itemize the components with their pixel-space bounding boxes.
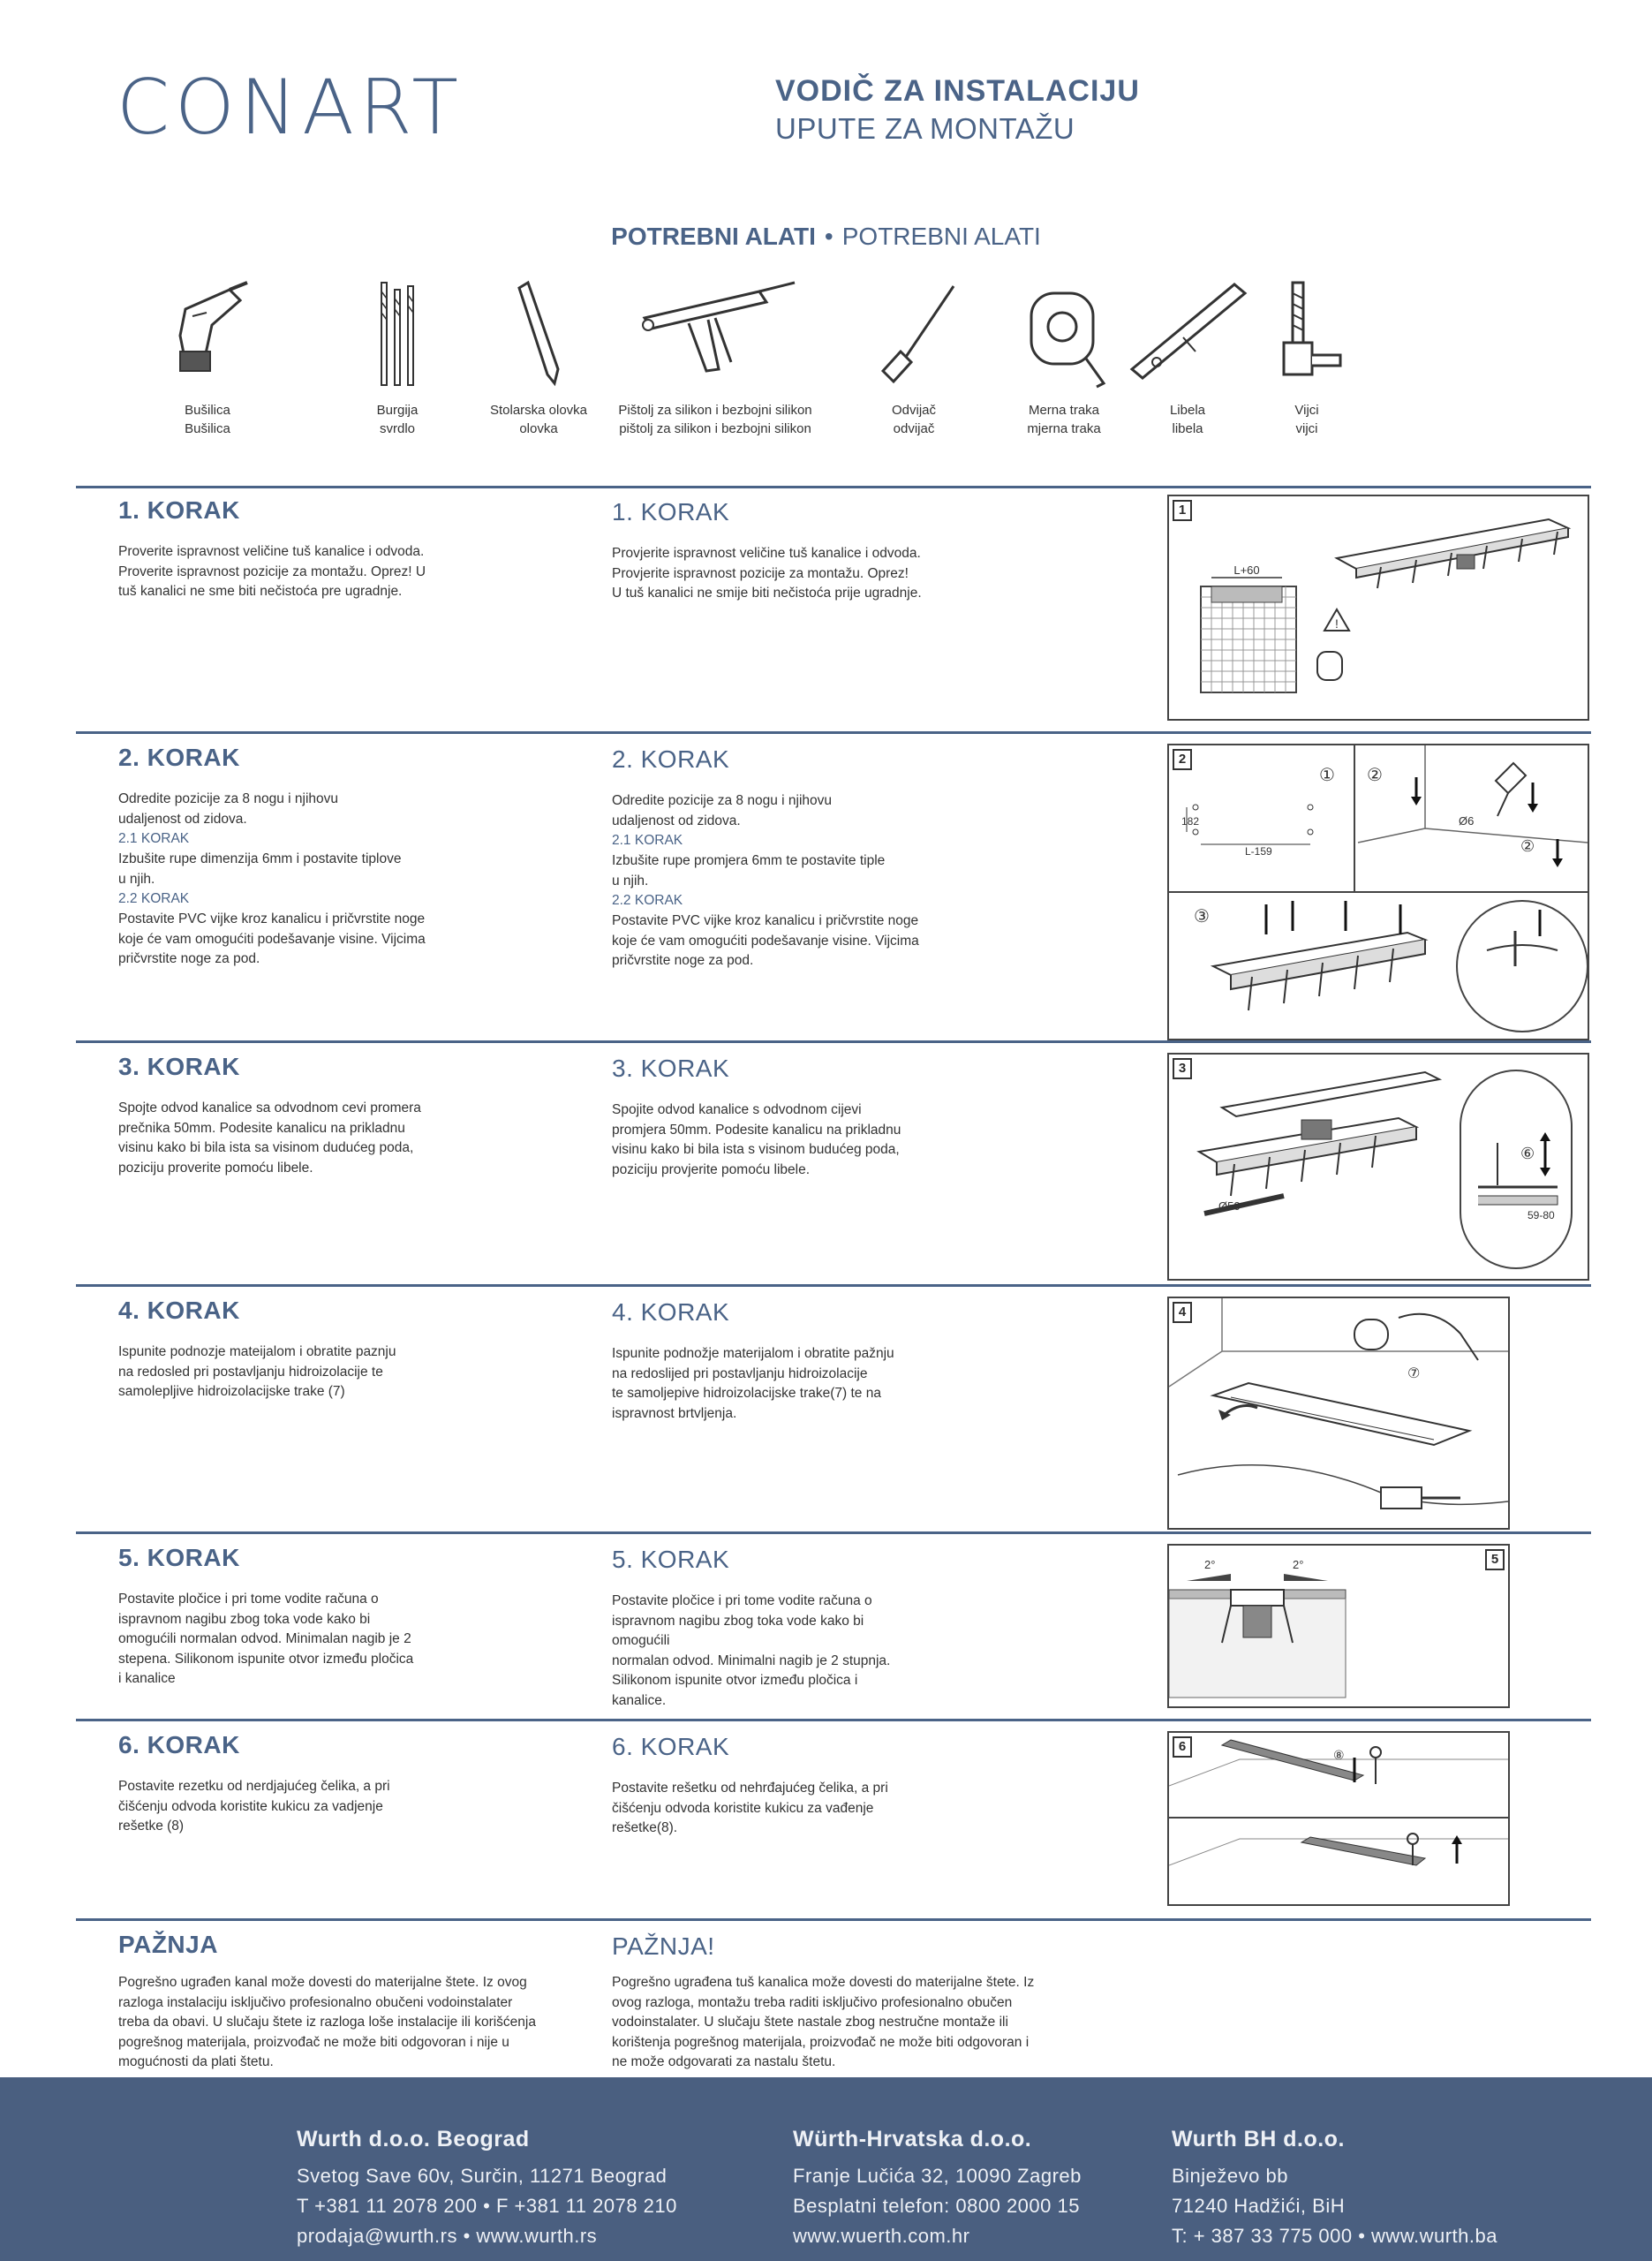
- section-divider: [76, 1719, 1591, 1721]
- step-text: Izbušite rupe dimenzija 6mm i postavite tiplove u njih.: [118, 851, 402, 887]
- marker-1: ①: [1319, 764, 1335, 785]
- dimension-label: 182: [1181, 815, 1200, 828]
- phone: Besplatni telefon: 0800 2000 15: [793, 2195, 1080, 2217]
- tool-label-alt: mjerna traka: [1027, 421, 1101, 436]
- tools-heading: [0, 223, 1652, 251]
- step-text-alt: Izbušite rupe promjera 6mm te postavite tiple u njih.: [612, 853, 886, 889]
- section-divider: [76, 1284, 1591, 1287]
- step-title: 5. KORAK: [118, 1544, 240, 1571]
- tool-label: Burgija: [376, 403, 419, 418]
- substep-label-alt: 2.2 KORAK: [612, 893, 683, 908]
- substep-label: 2.1 KORAK: [118, 831, 190, 846]
- step-text-alt: Provjerite ispravnost veličine tuš kanalice i odvoda. Provjerite ispravnost pozicije za montažu. Oprez! U tuš kanalici ne smije biti nečistoća prije ugradnje.: [612, 546, 922, 601]
- step-text-alt: Ispunite podnožje materijalom i obratite pažnju na redoslijed pri postavljanju hidroizolacije te samoljepive hidroizolacijske trake(7) te na ispravnost brtvljenja.: [612, 1346, 894, 1421]
- figure-number: 2: [1173, 749, 1192, 770]
- section-divider: [76, 1040, 1591, 1043]
- step-illustration: [1167, 744, 1589, 1040]
- step-title: 1. KORAK: [118, 496, 240, 524]
- company-name: Würth-Hrvatska d.o.o.: [793, 2127, 1032, 2151]
- marker-6: ⑥: [1520, 1145, 1535, 1163]
- step-text: Spojte odvod kanalice sa odvodnom cevi promera prečnika 50mm. Podesite kanalicu na prikladnu visinu kako bi bila ista sa visinom dudućeg poda, poziciju proverite pomoću libele.: [118, 1100, 421, 1176]
- footer: [0, 2077, 1652, 2261]
- step-illustration: [1167, 495, 1589, 721]
- step-text-alt: Postavite pločice i pri tome vodite računa o ispravnom nagibu zbog toka vode kako bi omogućili normalan odvod. Minimalni nagib je 2 stupnja. Silikonom ispunite otvor između pločica i kanalice.: [612, 1593, 891, 1708]
- tool-label: Vijci: [1294, 403, 1319, 418]
- tool-label: Bušilica: [185, 403, 230, 418]
- figure-number: 4: [1173, 1302, 1192, 1323]
- drill-bits-icon: [371, 274, 424, 389]
- step-title: 4. KORAK: [118, 1297, 240, 1324]
- screwdriver-icon: [865, 274, 962, 389]
- slope-label: 2°: [1204, 1558, 1216, 1571]
- guide-title-secondary: UPUTE ZA MONTAŽU: [775, 112, 1075, 145]
- step-text-alt: Postavite rešetku od nehrđajućeg čelika, a pri čišćenju odvoda koristite kukicu za vađenje rešetke(8).: [612, 1781, 888, 1835]
- tools-heading-separator: •: [824, 223, 834, 250]
- warning-text: Pogrešno ugrađen kanal može dovesti do materijalne štete. Iz ovog razloga instalaciju isključivo profesionalno obučeni vodoinstalater treba da obavi. U slučaju štete iz razloga loše instalacije ili korišćenja pogrešnog materijala, proizvođač ne može biti odgovoran i nije u mogućnosti da plati štetu.: [118, 1975, 536, 2069]
- tool-label-alt: pištolj za silikon i bezbojni silikon: [619, 421, 811, 436]
- step-title-alt: 6. KORAK: [612, 1733, 730, 1760]
- dimension-label: Ø6: [1459, 814, 1475, 828]
- tool-label-alt: libela: [1172, 421, 1203, 436]
- guide-title-primary: VODIČ ZA INSTALACIJU: [775, 74, 1140, 108]
- tool-label: Odvijač: [891, 403, 937, 418]
- tool-label-alt: Bušilica: [185, 421, 230, 436]
- slope-label: 2°: [1293, 1558, 1304, 1571]
- city: 71240 Hadžići, BiH: [1172, 2195, 1346, 2217]
- drill-icon: [159, 274, 256, 389]
- warning-title: PAŽNJA: [118, 1931, 218, 1958]
- step-text: Proverite ispravnost veličine tuš kanalice i odvoda. Proverite ispravnost pozicije za montažu. Oprez! U tuš kanalici ne sme biti nečistoća pre ugradnje.: [118, 544, 426, 599]
- step-text: Postavite rezetku od nerdjajućeg čelika, a pri čišćenju odvoda koristite kukicu za vadjenje rešetke (8): [118, 1779, 390, 1834]
- company-name: Wurth BH d.o.o.: [1172, 2127, 1345, 2151]
- tool-screws: [1249, 274, 1364, 438]
- tool-label: Stolarska olovka: [489, 403, 588, 418]
- company-name: Wurth d.o.o. Beograd: [297, 2127, 530, 2151]
- step-illustration: [1167, 1297, 1510, 1530]
- step-title-alt: 3. KORAK: [612, 1055, 730, 1082]
- pencil-icon: [503, 274, 574, 389]
- screws-icon: [1263, 274, 1351, 389]
- step-text: Postavite PVC vijke kroz kanalicu i pričvrstite noge koje će vam omogućiti podešavanje visine. Vijcima pričvrstite noge za pod.: [118, 911, 426, 966]
- step-title-alt: 5. KORAK: [612, 1546, 730, 1573]
- guide-title: [775, 74, 1140, 146]
- figure-number: 1: [1173, 500, 1192, 521]
- step-title-alt: 2. KORAK: [612, 745, 730, 773]
- spirit-level-icon: [1121, 274, 1254, 389]
- svg-text:!: !: [1335, 616, 1339, 631]
- step-text: Ispunite podnozje mateijalom i obratite paznju na redosled pri postavljanju hidroizolacije te samolepljive hidroizolacijske trake (7): [118, 1344, 396, 1399]
- tool-label-alt: olovka: [519, 421, 558, 436]
- tool-label-alt: svrdlo: [379, 421, 415, 436]
- step-text-alt: Odredite pozicije za 8 nogu i njihovu udaljenost od zidova.: [612, 793, 833, 828]
- phone: T +381 11 2078 200 • F +381 11 2078 210: [297, 2195, 677, 2217]
- tool-label-alt: vijci: [1295, 421, 1318, 436]
- step-title-alt: 4. KORAK: [612, 1298, 730, 1326]
- tools-row: [177, 274, 1430, 450]
- tool-drill: [106, 274, 309, 438]
- marker-3: ③: [1194, 905, 1210, 926]
- tool-label: Merna traka: [1028, 403, 1100, 418]
- warning-text-alt: Pogrešno ugrađena tuš kanalica može dovesti do materijalne štete. Iz ovog razloga, montažu treba raditi isključivo profesionalno obučen vodoinstalater. U slučaju štete nastale zbog nestručne montaže ili korištenja pogrešnog materijala, proizvođač ne može biti odgovoran i ne može odgovarati za nastalu štetu.: [612, 1975, 1035, 2069]
- step-title: 2. KORAK: [118, 744, 240, 771]
- footer-contact-hr: [793, 2127, 1082, 2251]
- step-text: Postavite pločice i pri tome vodite računa o ispravnom nagibu zbog toka vode kako bi omogućili normalan odvod. Minimalan nagib je 2 stepena. Silikonom ispunite otvor između pločica i kanalice: [118, 1592, 414, 1686]
- warning-title-alt: PAŽNJA!: [612, 1932, 715, 1960]
- step-illustration: [1167, 1544, 1510, 1708]
- tools-heading-regular: POTREBNI ALATI: [841, 223, 1041, 250]
- dimension-label: L-159: [1245, 845, 1272, 858]
- step-title-alt: 1. KORAK: [612, 498, 730, 526]
- step-illustration: [1167, 1731, 1510, 1906]
- step-title: 6. KORAK: [118, 1731, 240, 1758]
- tools-heading-bold: POTREBNI ALATI: [611, 223, 816, 250]
- silicone-gun-icon: [627, 274, 803, 389]
- section-divider: [76, 486, 1591, 488]
- figure-number: 3: [1173, 1058, 1192, 1079]
- section-divider: [76, 731, 1591, 734]
- email-web: prodaja@wurth.rs • www.wurth.rs: [297, 2225, 598, 2247]
- dimension-label: 59-80: [1528, 1209, 1555, 1221]
- step-title: 3. KORAK: [118, 1053, 240, 1080]
- step-text: Odredite pozicije za 8 nogu i njihovu udaljenost od zidova.: [118, 791, 339, 827]
- dimension-label: L+60: [1233, 563, 1260, 577]
- step-text-alt: Spojite odvod kanalice s odvodnom cijevi promjera 50mm. Podesite kanalicu na prikladnu visinu kako bi bila ista s visinom budućeg poda, poziciju provjerite pomoću libele.: [612, 1102, 901, 1177]
- figure-number: 6: [1173, 1736, 1192, 1758]
- step-text-alt: Postavite PVC vijke kroz kanalicu i pričvrstite noge koje će vam omogućiti podešavanje visine. Vijcima pričvrstite noge za pod.: [612, 913, 919, 968]
- marker-7: ⑦: [1407, 1365, 1421, 1381]
- tool-label-alt: odvijač: [893, 421, 935, 436]
- section-divider: [76, 1918, 1591, 1921]
- pipe-diameter-label: Ø50: [1218, 1199, 1241, 1213]
- substep-label-alt: 2.1 KORAK: [612, 833, 683, 848]
- substep-label: 2.2 KORAK: [118, 891, 190, 906]
- tool-label: Pištolj za silikon i bezbojni silikon: [618, 403, 812, 418]
- tool-silicone-gun: [600, 274, 830, 438]
- footer-contact-rs: [297, 2127, 677, 2251]
- address: Svetog Save 60v, Surčin, 11271 Beograd: [297, 2165, 668, 2187]
- step-illustration: [1167, 1053, 1589, 1281]
- address: Franje Lučića 32, 10090 Zagreb: [793, 2165, 1082, 2187]
- footer-contact-ba: [1172, 2127, 1497, 2251]
- address: Binježevo bb: [1172, 2165, 1288, 2187]
- marker-2: ②: [1367, 764, 1383, 785]
- marker-2b: ②: [1520, 837, 1535, 856]
- marker-8: ⑧: [1333, 1749, 1345, 1763]
- tool-label: Libela: [1169, 403, 1206, 418]
- phone-web: T: + 387 33 775 000 • www.wurth.ba: [1172, 2225, 1497, 2247]
- figure-number: 5: [1485, 1549, 1505, 1570]
- section-divider: [76, 1531, 1591, 1534]
- web: www.wuerth.com.hr: [793, 2225, 970, 2247]
- conart-logo: CONART: [117, 64, 464, 152]
